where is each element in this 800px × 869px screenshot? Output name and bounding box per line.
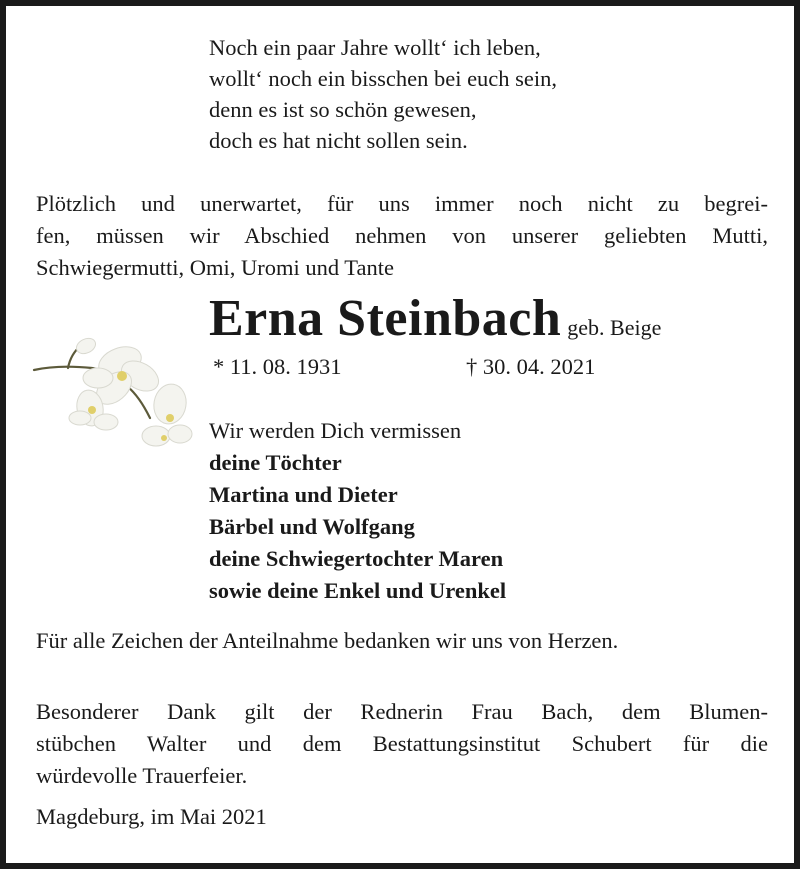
deceased-name: Erna Steinbach bbox=[209, 290, 562, 347]
death-date: † 30. 04. 2021 bbox=[466, 354, 596, 379]
orchid-icon bbox=[32, 326, 200, 466]
mourner-entry: sowie deine Enkel und Urenkel bbox=[209, 578, 507, 603]
announcement-line: Plötzlich und unerwartet, für uns immer noch nicht zu begrei- bbox=[36, 191, 768, 216]
mourner-entry: Martina und Dieter bbox=[209, 482, 398, 507]
obituary-notice bbox=[6, 6, 794, 863]
special-thanks-line: stübchen Walter und dem Bestattungsinstitut Schubert für die bbox=[36, 731, 768, 756]
special-thanks-line: Besonderer Dank gilt der Rednerin Frau Bach, dem Blumen- bbox=[36, 699, 768, 724]
mourner-entry: deine Schwiegertochter Maren bbox=[209, 546, 504, 571]
poem-line: doch es hat nicht sollen sein. bbox=[209, 128, 468, 153]
birth-date: * 11. 08. 1931 bbox=[213, 354, 342, 379]
poem-line: Noch ein paar Jahre wollt‘ ich leben, bbox=[209, 35, 541, 60]
place-and-date: Magdeburg, im Mai 2021 bbox=[36, 804, 267, 829]
announcement-line: fen, müssen wir Abschied nehmen von unserer geliebten Mutti, bbox=[36, 223, 768, 248]
poem-line: wollt‘ noch ein bisschen bei euch sein, bbox=[209, 66, 558, 91]
deceased-name-line bbox=[209, 289, 661, 348]
mourner-entry: Bärbel und Wolfgang bbox=[209, 514, 415, 539]
announcement-line: Schwiegermutti, Omi, Uromi und Tante bbox=[36, 255, 394, 280]
mourners-lead: Wir werden Dich vermissen bbox=[209, 418, 462, 443]
maiden-name: geb. Beige bbox=[567, 315, 662, 340]
thanks-text: Für alle Zeichen der Anteilnahme bedanken wir uns von Herzen. bbox=[36, 628, 619, 653]
announcement-text bbox=[36, 188, 768, 284]
special-thanks-line: würdevolle Trauerfeier. bbox=[36, 763, 248, 788]
poem-line: denn es ist so schön gewesen, bbox=[209, 97, 477, 122]
mourner-entry: deine Töchter bbox=[209, 450, 342, 475]
special-thanks bbox=[36, 696, 768, 792]
mourners-list bbox=[209, 415, 506, 607]
memorial-poem bbox=[209, 32, 557, 156]
